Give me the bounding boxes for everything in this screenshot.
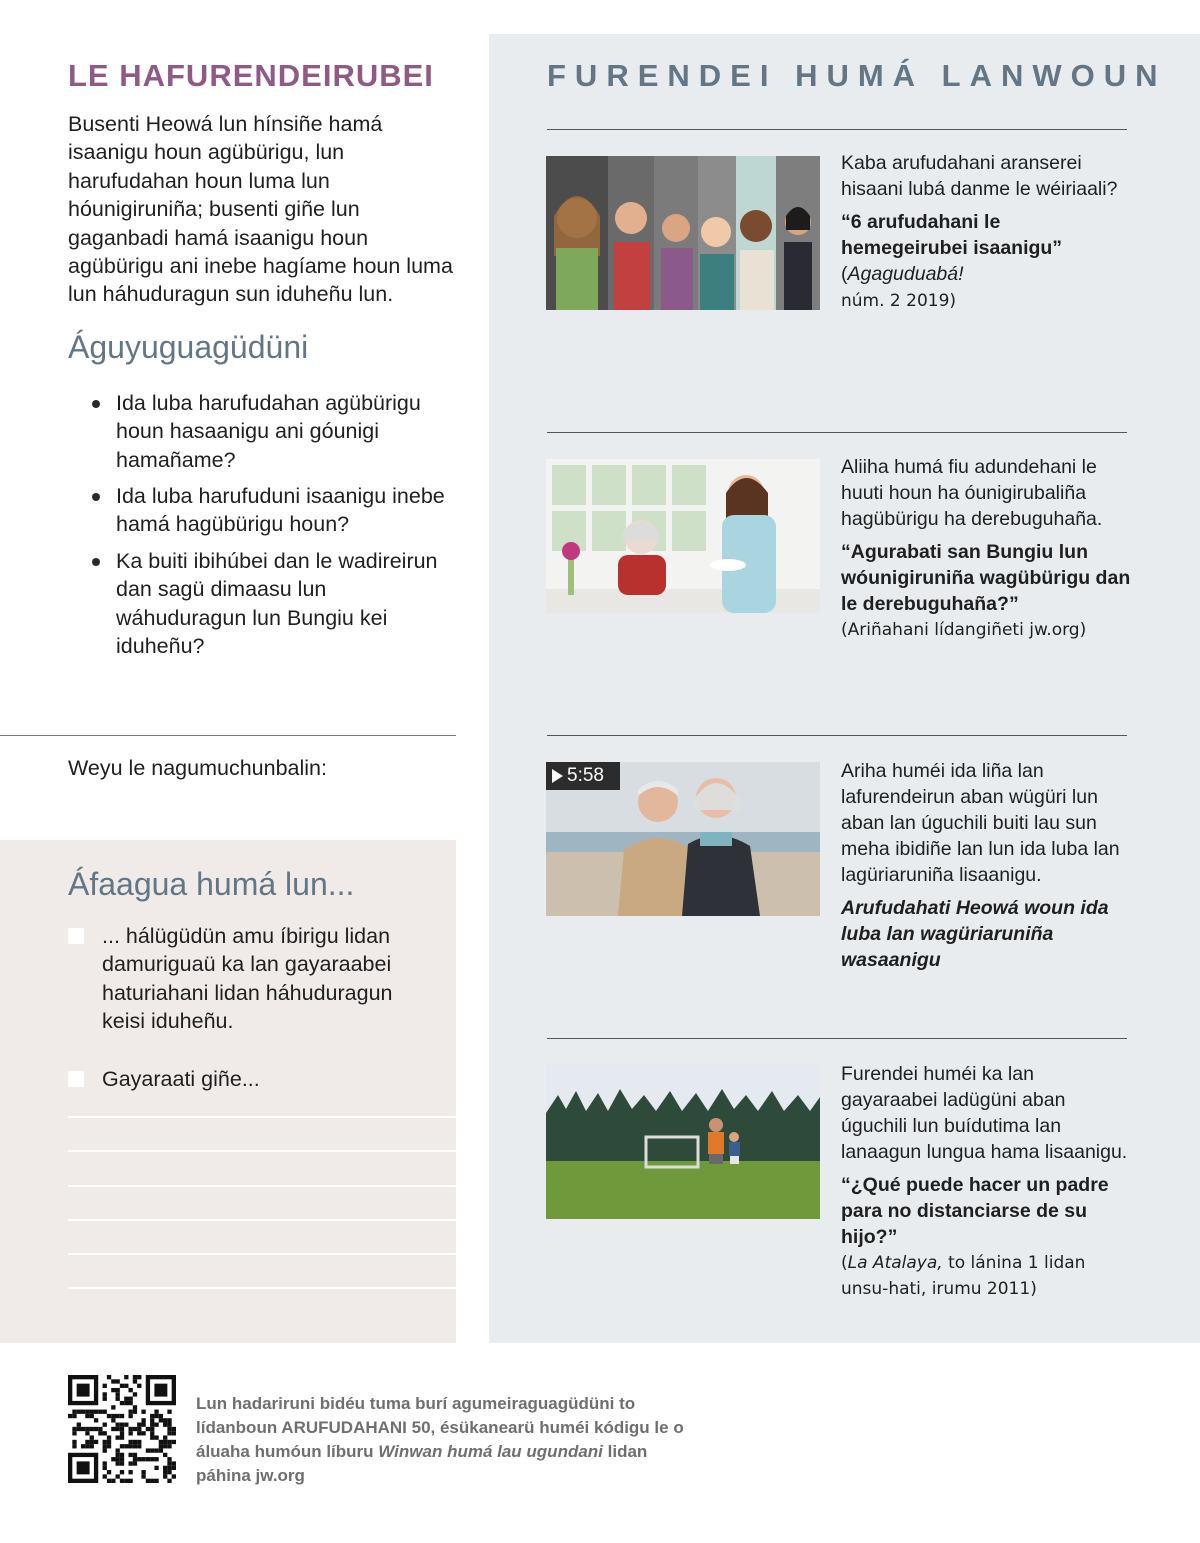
entry-description: Kaba arufudahani aranserei hisaani lubá danme le wéiriaali? (841, 152, 1118, 200)
father-son-photo[interactable] (546, 1065, 820, 1219)
bullet-icon (92, 493, 100, 501)
goal-item (68, 922, 438, 1036)
entry-description: Aliiha humá fiu adundehani le huuti houn ha óunigirubaliña hagübürigu ha derebuguhaña. (841, 456, 1103, 530)
elderly-care-photo[interactable] (546, 459, 820, 613)
play-icon[interactable] (552, 769, 563, 783)
article-link[interactable]: “6 arufudahani le hemegeirubei isaanigu” (841, 211, 1063, 259)
left-column (68, 56, 458, 669)
magazine-title: Agaguduabá! (847, 263, 964, 285)
page-title: LE HAFURENDEIRUBEI (68, 58, 434, 93)
resource-divider (547, 735, 1127, 736)
list-item (92, 547, 458, 661)
footer-note: Lun hadariruni bidéu tuma burí agumeiraguagüdüni to lídanboun ARUFUDAHANI 50, ésükanearü huméi kódigu le o áluaha humóun líburu Winwan humá lau ugundani lidan páhina jw.org (196, 1394, 684, 1485)
magazine-title: La Atalaya, (847, 1253, 943, 1273)
goal-text: Gayaraati giñe... (102, 1067, 260, 1091)
article-link[interactable]: “¿Qué puede hacer un padre para no distanciarse de su hijo?” (841, 1174, 1109, 1248)
goal-item (68, 1065, 438, 1093)
write-line[interactable] (68, 1287, 456, 1289)
video-duration: 5:58 (567, 765, 604, 786)
video-thumbnail[interactable] (546, 762, 820, 916)
resource-entry: Kaba arufudahani aranserei hisaani lubá danme le wéiriaali? “6 arufudahani le hemegeirubei isaanigu” (Agaguduabá! núm. 2 2019) (841, 150, 1131, 314)
checkbox-icon[interactable] (68, 928, 84, 944)
resource-divider (547, 432, 1127, 433)
entry-description: Furendei huméi ka lan gayaraabei ladügüni aban úguchili lun buídutima lan lanaagun lungua hama lisaanigu. (841, 1063, 1128, 1163)
bullet-icon (92, 558, 100, 566)
intro-paragraph: Busenti Heowá lun hínsiñe hamá isaanigu houn agübürigu, lun harufudahan houn luma lun hóunigiruniña; busenti giñe lun gaganbadi hamá isaanigu houn agübürigu ani inebe hagíame houn luma lun háhuduragun sun iduheñu lun. (68, 112, 453, 307)
entry-description: Ariha huméi ida liña lan lafurendeirun aban wügüri lun aban lan úguchili buiti lau sun meha ibidiñe lan lun ida luba lan lagüriaruniña lisaanigu. (841, 760, 1120, 886)
entry-source: (La Atalaya, to lánina 1 lidan unsu-hati, irumu 2011) (841, 1253, 1086, 1299)
write-line[interactable] (68, 1219, 456, 1221)
list-item (92, 389, 458, 474)
write-line[interactable] (68, 1150, 456, 1152)
video-duration-badge[interactable] (546, 762, 620, 790)
resource-entry (841, 454, 1131, 643)
article-link[interactable]: “Agurabati san Bungiu lun wóunigiruniña wagübürigu dan le derebuguhaña?” (841, 541, 1131, 615)
resource-entry (841, 758, 1131, 973)
goal-text: ... hálügüdün amu íbirigu lidan damuriguaü ka lan gayaraabei haturiahani lidan háhuduragun keisi iduheñu. (102, 924, 393, 1034)
section-divider (0, 735, 456, 736)
goals-heading: Áfaagua humá lun... (68, 866, 355, 902)
write-line[interactable] (68, 1116, 456, 1118)
questions-heading: Águyuguagüdüni (68, 328, 309, 365)
checkbox-icon[interactable] (68, 1071, 84, 1087)
write-line[interactable] (68, 1253, 456, 1255)
question-text: Ida luba harufuduni isaanigu inebe hamá hagübürigu houn? (116, 484, 445, 537)
list-item (92, 482, 458, 539)
resources-title: FURENDEI HUMÁ LANWOUN (547, 58, 1167, 93)
entry-source: (Ariñahani lídangiñeti jw.org) (841, 620, 1087, 640)
qr-code-icon[interactable] (68, 1375, 176, 1483)
notes-label: Weyu le nagumuchunbalin: (68, 756, 327, 780)
question-text: Ida luba harufudahan agübürigu houn hasaanigu ani góunigi hamañame? (116, 390, 421, 472)
video-link[interactable]: Arufudahati Heowá woun ida luba lan wagüriaruniña wasaanigu (841, 897, 1109, 971)
entry-source: núm. 2 2019) (841, 291, 957, 311)
children-photo[interactable] (546, 156, 820, 310)
resource-divider (547, 1038, 1127, 1039)
resource-entry (841, 1061, 1131, 1302)
question-text: Ka buiti ibihúbei dan le wadireirun dan sagü dimaasu lun wáhuduragun lun Bungiu kei iduheñu? (116, 548, 438, 659)
book-title: Winwan humá lau ugundani (378, 1442, 603, 1461)
resource-divider (547, 129, 1127, 130)
questions-list (68, 389, 458, 661)
write-line[interactable] (68, 1185, 456, 1187)
bullet-icon (92, 400, 100, 408)
